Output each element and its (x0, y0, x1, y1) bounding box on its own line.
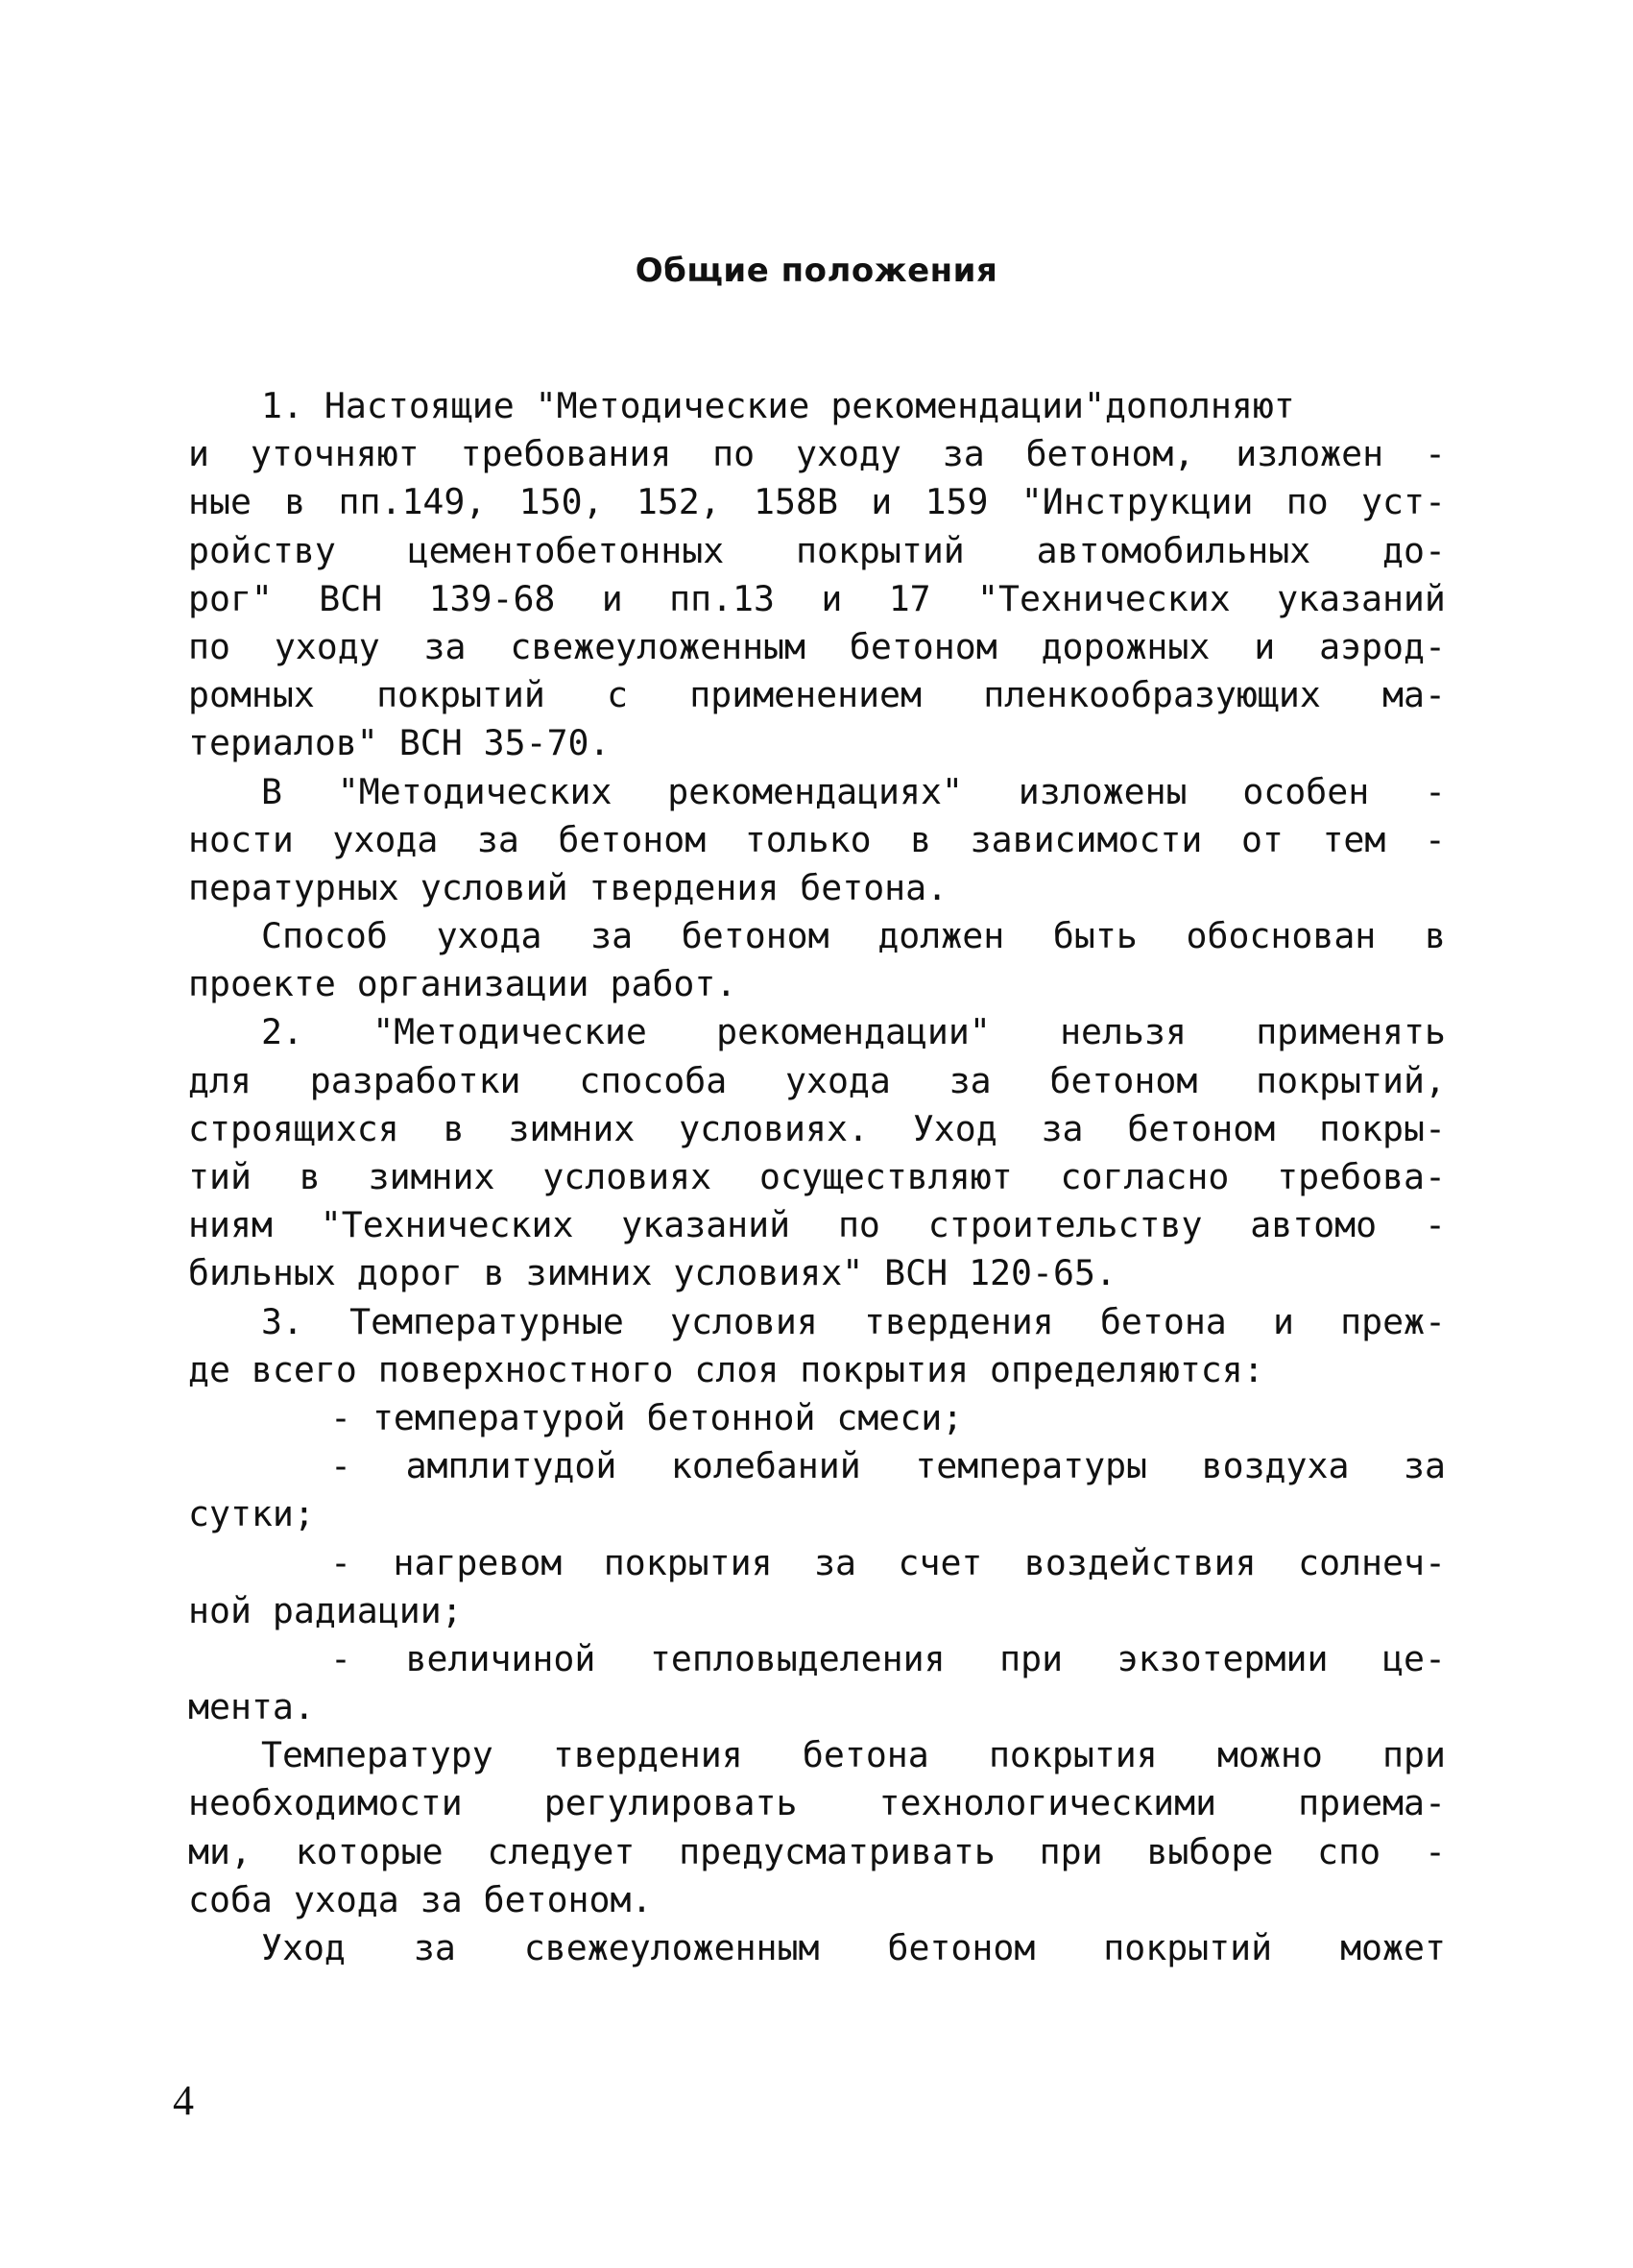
section-heading: Общие положения (635, 252, 998, 290)
text-line: 2. "Методические рекомендации" нельзя применять (261, 1011, 1446, 1053)
text-line: ройству цементобетонных покрытий автомобильных до- (188, 529, 1446, 571)
text-line: - температурой бетонной смеси; (330, 1396, 964, 1438)
text-line: пературных условий твердения бетона. (188, 866, 949, 908)
text-line: мента. (188, 1686, 315, 1728)
text-line: проекте организации работ. (188, 963, 737, 1005)
text-line: сутки; (188, 1493, 315, 1535)
text-line: по уходу за свежеуложенным бетоном дорожных и аэрод- (188, 625, 1446, 667)
text-line: для разработки способа ухода за бетоном покрытий, (188, 1059, 1446, 1101)
text-line: бильных дорог в зимних условиях" ВСН 120-65. (188, 1252, 1117, 1294)
text-line: ные в пп.149, 150, 152, 158В и 159 "Инструкции по уст- (188, 481, 1446, 523)
text-line: териалов" ВСН 35-70. (188, 722, 611, 764)
text-line: ми, которые следует предусматривать при выборе спо - (188, 1830, 1446, 1872)
text-line: Способ ухода за бетоном должен быть обоснован в (261, 915, 1446, 957)
text-line: де всего поверхностного слоя покрытия определяются: (188, 1348, 1264, 1390)
text-line: ности ухода за бетоном только в зависимости от тем - (188, 818, 1446, 860)
body-text (188, 382, 1446, 1972)
text-line: - нагревом покрытия за счет воздействия солнеч- (330, 1541, 1446, 1583)
text-line: Температуру твердения бетона покрытия можно при (261, 1734, 1446, 1776)
text-line: 3. Температурные условия твердения бетона и преж- (261, 1300, 1446, 1342)
text-line: и уточняют требования по уходу за бетоном, изложен - (188, 433, 1446, 475)
page-number: 4 (173, 2077, 194, 2124)
text-line: ной радиации; (188, 1589, 463, 1631)
text-line: соба ухода за бетоном. (188, 1878, 653, 1920)
text-line: - амплитудой колебаний температуры воздуха за (330, 1445, 1446, 1487)
text-line: рог" ВСН 139-68 и пп.13 и 17 "Технических указаний (188, 577, 1446, 619)
text-line: строящихся в зимних условиях. Уход за бетоном покры- (188, 1107, 1446, 1149)
text-line: Уход за свежеуложенным бетоном покрытий может (261, 1927, 1446, 1968)
text-line: ниям "Технических указаний по строительству автомо - (188, 1204, 1446, 1246)
text-line: тий в зимних условиях осуществляют согласно требова- (188, 1156, 1446, 1197)
text-line: - величиной тепловыделения при экзотермии це- (330, 1637, 1446, 1679)
text-line: 1. Настоящие "Методические рекомендации"дополняют (261, 385, 1295, 426)
text-line: В "Методических рекомендациях" изложены особен - (261, 770, 1446, 812)
text-line: необходимости регулировать технологическими приема- (188, 1782, 1446, 1824)
text-line: ромных покрытий с применением пленкообразующих ма- (188, 674, 1446, 716)
